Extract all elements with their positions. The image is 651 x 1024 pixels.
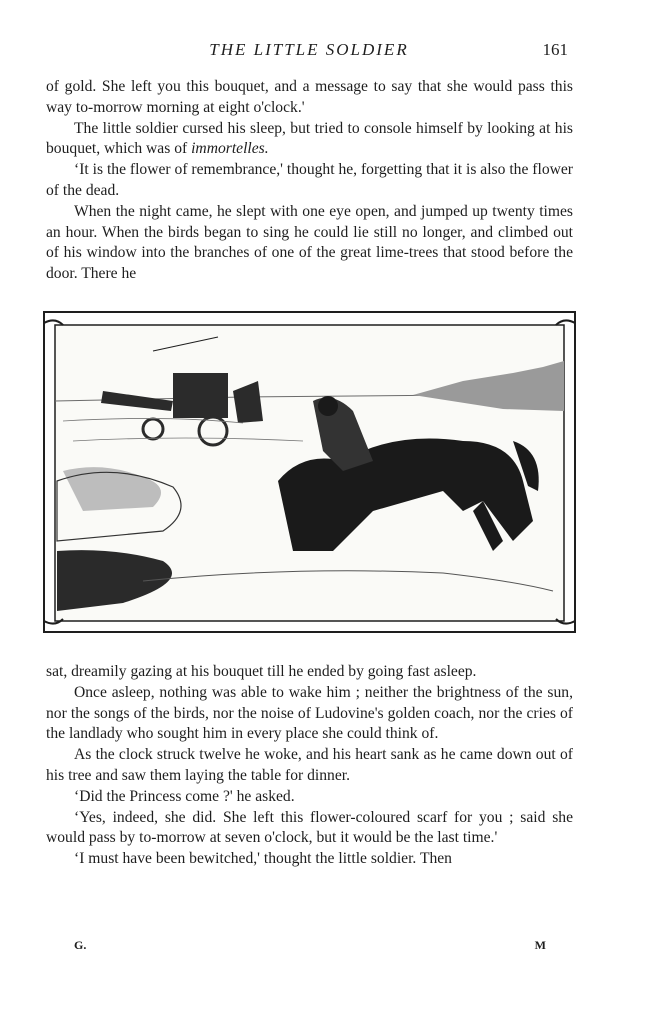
paragraph: ‘It is the flower of remembrance,' thought he, forgetting that it is also the flower of the dead. [46, 161, 573, 199]
page-header [46, 40, 572, 64]
page-number: 161 [542, 40, 568, 59]
signature-mark-right: M [534, 938, 546, 952]
paragraph: ‘I must have been bewitched,' thought the little soldier. Then [74, 850, 452, 868]
paragraph: As the clock struck twelve he woke, and his heart sank as he came down out of his tree and saw them laying the table for dinner. [46, 746, 573, 784]
paragraph: sat, dreamily gazing at his bouquet till he ended by going fast asleep. [46, 663, 477, 680]
illustration [43, 311, 576, 633]
paragraph: of gold. She left you this bouquet, and a message to say that she would pass this way to-morrow morning at eight o'clock.' [46, 78, 573, 116]
text-block-top [46, 77, 573, 285]
paragraph: ‘Did the Princess come ?' he asked. [74, 787, 295, 805]
paragraph: Once asleep, nothing was able to wake him ; neither the brightness of the sun, nor the songs of the birds, nor the noise of Ludovine's golden coach, nor the cries of the landlady who sought him in every place she could think of. [46, 683, 573, 743]
signature-mark-left: G. [74, 938, 87, 952]
text-block-bottom [46, 662, 573, 870]
paragraph: ‘Yes, indeed, she did. She left this flower-coloured scarf for you ; said she would pass by to-morrow at seven o'clock, but it would be the last time.' [46, 808, 573, 847]
paragraph [46, 119, 573, 161]
paragraph: When the night came, he slept with one eye open, and jumped up twenty times an hour. When the birds began to sing he could lie still no longer, and climbed out of his window into the branches of one of the great lime-trees that stood before the door. There he [46, 202, 573, 283]
running-title: THE LITTLE SOLDIER [209, 40, 409, 59]
paragraph-text: The little soldier cursed his sleep, but tried to console himself by looking at his bouquet, which was of [46, 119, 573, 158]
italic-word: immortelles. [191, 140, 269, 158]
engraving-rearing-horse-icon [43, 311, 576, 633]
